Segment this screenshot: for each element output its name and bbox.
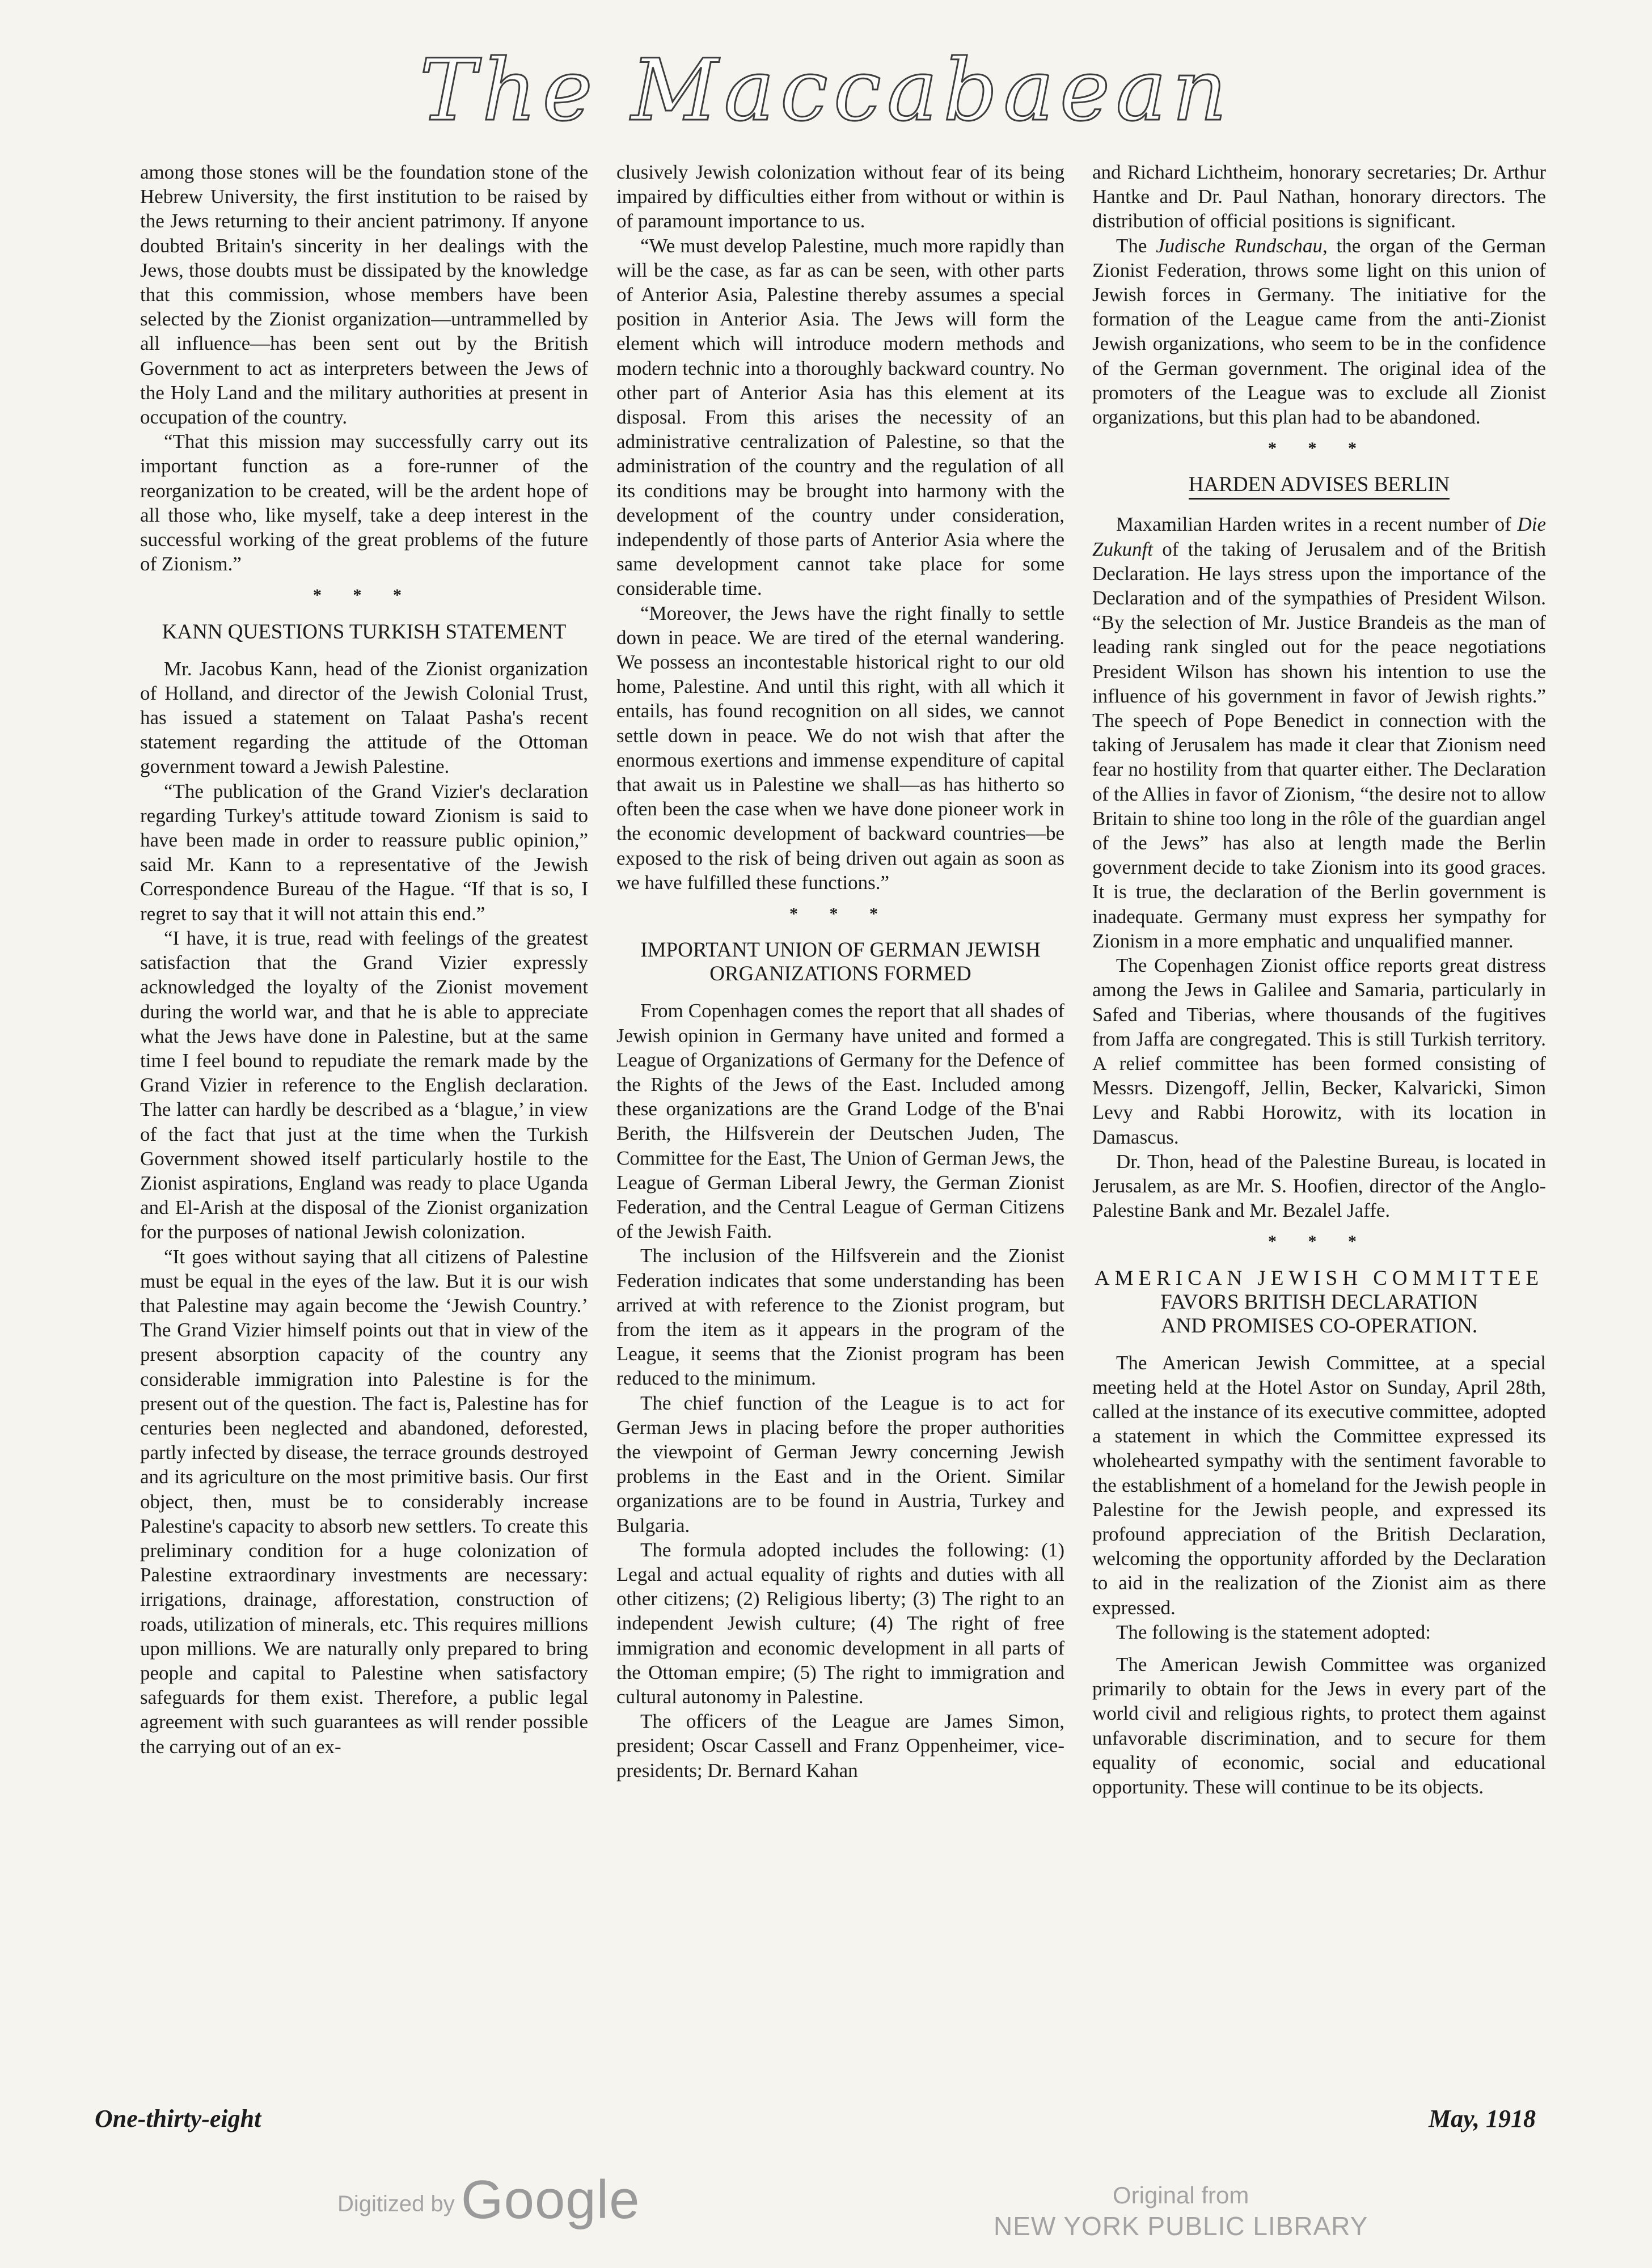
masthead-title: The Maccabaean <box>419 41 1233 140</box>
paragraph: The American Jewish Committee, at a special meeting held at the Hotel Astor on Sunday, April 28th, called at the instance of its executive committee, adopted a statement in which the Committee expressed its wholehearted sympathy with the sentiment favorable to the establishment of a homeland for the Jewish people in Palestine for the Jewish people, and expressed its profound appreciation of the British Declaration, welcoming the opportunity afforded by the Declaration to aid in the realization of the Zionist aim as there expressed. <box>1092 1351 1546 1619</box>
paragraph: The officers of the League are James Simon, president; Oscar Cassell and Franz Oppenheimer, vice-presidents; Dr. Bernard Kahan <box>616 1710 1064 1782</box>
section-heading-line: AMERICAN JEWISH COMMITTEE <box>1094 1266 1544 1290</box>
section-divider: * * * <box>313 586 415 605</box>
paragraph: Mr. Jacobus Kann, head of the Zionist organization of Holland, and director of the Jewish Colonial Trust, has issued a statement on Talaat Pasha's recent statement regarding the attitude of the Ottoman government toward a Jewish Palestine. <box>140 657 588 778</box>
section-heading-line: FAVORS BRITISH DECLARATION <box>1160 1290 1478 1314</box>
publication-name: Judische Rundschau <box>1156 234 1323 257</box>
section-heading <box>1092 1267 1546 1338</box>
paragraph: and Richard Lichtheim, honorary secretaries; Dr. Arthur Hantke and Dr. Paul Nathan, honorary directors. The distribution of official positions is significant. <box>1092 161 1546 232</box>
paragraph: clusively Jewish colonization without fear of its being impaired by difficulties either from without or within is of paramount importance to us. <box>616 161 1064 232</box>
section-heading: KANN QUESTIONS TURKISH STATEMENT <box>162 620 567 644</box>
paragraph: “I have, it is true, read with feelings of the greatest satisfaction that the Grand Vizier expressly acknowledged the loyalty of the Zionist movement during the world war, and that he is able to appreciate what the Jews have done in Palestine, but at the same time I feel bound to repudiate the remark made by the Grand Vizier in reference to the English declaration. The latter can hardly be described as a ‘blague,’ in view of the fact that just at the time when the Turkish Government showed itself particularly hostile to the Zionist aspirations, England was ready to place Uganda and El-Arish at the disposal of the Zionist organization for the purposes of national Jewish colonization. <box>140 926 588 1243</box>
section-divider: * * * <box>1268 1232 1370 1251</box>
paragraph: The inclusion of the Hilfsverein and the Zionist Federation indicates that some understanding has been arrived at with reference to the Zionist program, but from the item as it appears in the program of the League, it seems that the Zionist program has been reduced to the minimum. <box>616 1245 1064 1390</box>
digitized-stamp <box>337 2169 640 2230</box>
text-run: The <box>1116 234 1156 257</box>
page-number: One-thirty-eight <box>95 2105 261 2132</box>
publication-name: Die Zukunft <box>1092 513 1546 560</box>
text-run: Maxamilian Harden writes in a recent number of <box>1116 513 1518 536</box>
paragraph <box>1092 512 1546 953</box>
library-name: NEW YORK PUBLIC LIBRARY <box>994 2211 1368 2241</box>
section-heading-line: AND PROMISES CO-OPERATION. <box>1160 1314 1478 1338</box>
digitized-label: Digitized by <box>337 2191 455 2216</box>
paragraph: The chief function of the League is to act for German Jews in placing before the proper authorities the viewpoint of German Jewry concerning Jewish problems in the East and in the Orient. Similar organizations are to be found in Austria, Turkey and Bulgaria. <box>616 1391 1064 1537</box>
paragraph: The American Jewish Committee was organized primarily to obtain for the Jews in every part of the world civil and religious rights, to protect them against unfavorable discrimination, and to secure for them equality of economic, social and educational opportunity. These will continue to be its objects. <box>1092 1653 1546 1798</box>
paragraph: among those stones will be the foundation stone of the Hebrew University, the first institution to be raised by the Jews returning to their ancient patrimony. If anyone doubted Britain's sincerity in her dealings with the Jews, those doubts must be dissipated by the knowledge that this commission, whose members have been selected by the Zionist organization—untrammelled by all influence—has been sent out by the British Government to act as interpreters between the Jews of the Holy Land and the military authorities at present in occupation of the country. <box>140 161 588 429</box>
paragraph: The formula adopted includes the following: (1) Legal and actual equality of rights and duties with all other citizens; (2) Religious liberty; (3) The right to an independent Jewish culture; (4) The right of free immigration and economic development in all parts of the Ottoman empire; (5) The right to immigration and cultural autonomy in Palestine. <box>616 1538 1064 1708</box>
source-stamp <box>994 2180 1368 2241</box>
paragraph: Dr. Thon, head of the Palestine Bureau, is located in Jerusalem, as are Mr. S. Hoofien, director of the Anglo-Palestine Bank and Mr. Bezalel Jaffe. <box>1092 1150 1546 1222</box>
paragraph: “The publication of the Grand Vizier's declaration regarding Turkey's attitude toward Zionism is said to have been made in order to reassure public opinion,” said Mr. Kann to a representative of the Jewish Correspondence Bureau of the Hague. “If that is so, I regret to say that it will not attain this end.” <box>140 780 588 925</box>
section-divider: * * * <box>1268 439 1370 458</box>
paragraph: “Moreover, the Jews have the right finally to settle down in peace. We are tired of the eternal wandering. We possess an incontestable historical right to our old home, Palestine. And until this right, with all which it entails, has found recognition on all sides, we cannot settle down in peace. We do not wish that after the enormous exertions and immense expenditure of capital that await us in Palestine we shall—as has hitherto so often been the case when we have done pioneer work in the economic development of backward countries—be exposed to the risk of being driven out again as soon as we have fulfilled these functions.” <box>616 602 1064 894</box>
paragraph: “We must develop Palestine, much more rapidly than will be the case, as far as can be seen, with other parts of Anterior Asia, Palestine thereby assumes a special position in Anterior Asia. The Jews will form the element which will introduce modern methods and modern technic into a thoroughly backward country. No other part of Anterior Asia has this element at its disposal. From this arises the necessity of an administrative centralization of Palestine, so that the administration of the country and the regulation of all its conditions may be brought into harmony with the development of the country under consideration, independently of those parts of Anterior Asia where the same development cannot take place for some considerable time. <box>616 234 1064 600</box>
text-run: , the organ of the German Zionist Federation, throws some light on this union of Jewish forces in Germany. The initiative for the formation of the League came from the anti-Zionist Jewish organizations, who seem to be in the confidence of the German government. The original idea of the promoters of the League was to exclude all Zionist organizations, but this plan had to be abandoned. <box>1092 234 1546 429</box>
column-2 <box>616 160 1064 2088</box>
issue-date: May, 1918 <box>1428 2105 1536 2132</box>
section-heading-text: HARDEN ADVISES BERLIN <box>1189 473 1450 500</box>
column-3 <box>1092 160 1546 2088</box>
paragraph: “It goes without saying that all citizens of Palestine must be equal in the eyes of the law. But it is our wish that Palestine may again become the ‘Jewish Country.’ The Grand Vizier himself points out that in view of the present absorption capacity of the country any considerable immigration into Palestine is for the present out of the question. The fact is, Palestine has for centuries been neglected and abandoned, deforested, partly infected by disease, the terrace grounds destroyed and its agriculture on the most primitive basis. Our first object, then, must be to considerably increase Palestine's capacity to absorb new settlers. To create this preliminary condition for a huge colonization of Palestine extraordinary investments are necessary: irrigations, drainage, afforestation, construction of roads, utilization of minerals, etc. This requires millions upon millions. We are naturally only prepared to bring people and capital to Palestine when satisfactory safeguards for them exist. Therefore, a public legal agreement with such guarantees as will render possible the carrying out of an ex- <box>140 1245 588 1758</box>
section-heading <box>1092 473 1546 500</box>
paragraph: From Copenhagen comes the report that all shades of Jewish opinion in Germany have united and formed a League of Organizations of Germany for the Defence of the Rights of the Jews of the East. Included among these organizations are the Grand Lodge of the B'nai Berith, the Hilfsverein der Deutschen Juden, The Committee for the East, The Union of German Jews, the League of German Liberal Jewry, the German Zionist Federation, and the Central League of German Citizens of the Jewish Faith. <box>616 1000 1064 1243</box>
google-logo: Google <box>460 2169 640 2230</box>
section-divider: * * * <box>789 904 892 924</box>
paragraph: “That this mission may successfully carry out its important function as a fore-runner of the reorganization to be created, will be the ardent hope of all those who, like myself, take a deep interest in the successful working of the great problems of the future of Zionism.” <box>140 430 588 576</box>
text-run: of the taking of Jerusalem and of the British Declaration. He lays stress upon the importance of the Declaration and of the sympathies of President Wilson. “By the selection of Mr. Justice Brandeis as the man of leading rank singled out for the peace negotiations President Wilson has shown his intention to use the influence of his government in favor of Jewish rights.” The speech of Pope Benedict in connection with the taking of Jerusalem has made it clear that Zionism need fear no hostility from that quarter either. The Declaration of the Allies in favor of Zionism, “the desire not to allow Britain to shine too long in the rôle of the guardian angel of the Jews” has also at length made the Berlin government decide to take Zionism into its good graces. It is true, the declaration of the Berlin government is inadequate. Germany must express her sympathy for Zionism in a more emphatic and unqualified manner. <box>1092 538 1546 952</box>
column-1 <box>140 160 588 2088</box>
original-from-label: Original from <box>1112 2182 1249 2208</box>
paragraph <box>1092 234 1546 430</box>
section-heading: IMPORTANT UNION OF GERMAN JEWISH ORGANIZATIONS FORMED <box>640 938 1041 986</box>
paragraph: The following is the statement adopted: <box>1116 1620 1431 1643</box>
paragraph: The Copenhagen Zionist office reports great distress among the Jews in Galilee and Samaria, particularly in Safed and Tiberias, where thousands of the fugitives from Jaffa are congregated. This is still Turkish territory. A relief committee has been formed consisting of Messrs. Dizengoff, Jellin, Becker, Kalvaricki, Simon Levy and Rabbi Horowitz, with its location in Damascus. <box>1092 954 1546 1148</box>
